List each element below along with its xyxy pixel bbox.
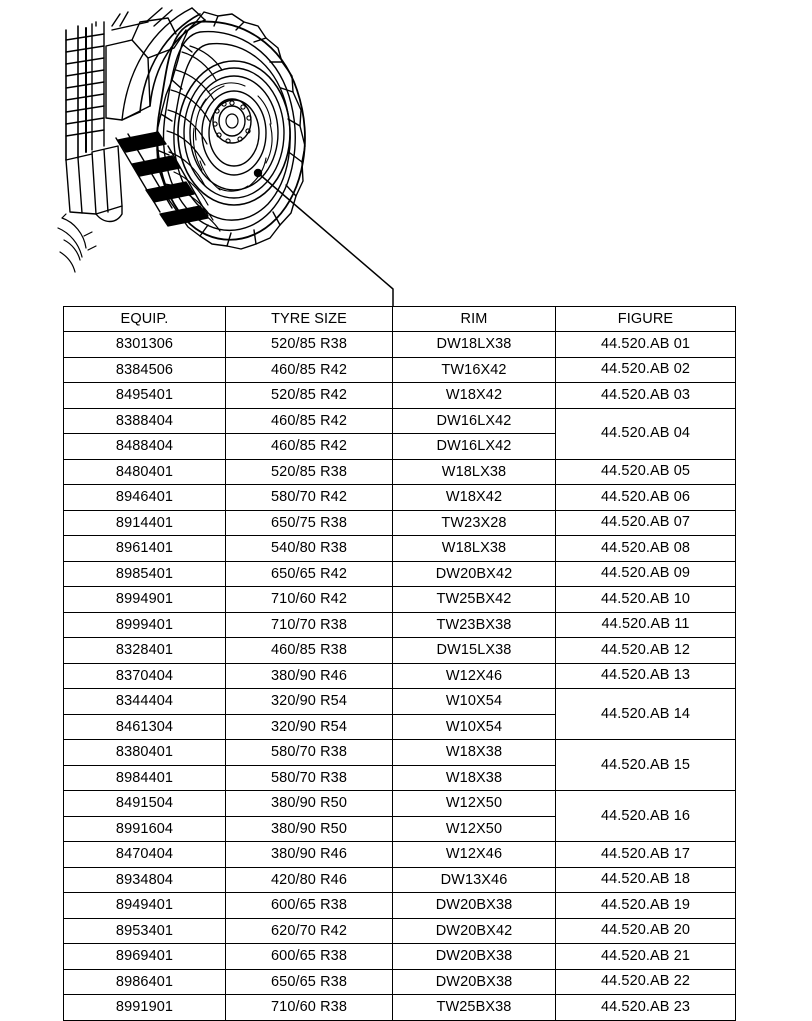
cell-figure: 44.520.AB 18 [556, 867, 736, 893]
cell-rim: DW20BX42 [393, 561, 556, 587]
cell-tyre-size: 620/70 R42 [226, 918, 393, 944]
cell-tyre-size: 460/85 R38 [226, 638, 393, 664]
cell-equip: 8491504 [64, 791, 226, 817]
cell-rim: DW20BX38 [393, 944, 556, 970]
table-row [64, 867, 736, 893]
cell-tyre-size: 520/85 R38 [226, 332, 393, 358]
table-row [64, 842, 736, 868]
cell-figure: 44.520.AB 03 [556, 383, 736, 409]
cell-equip: 8344404 [64, 689, 226, 715]
cell-figure: 44.520.AB 20 [556, 918, 736, 944]
cell-figure: 44.520.AB 21 [556, 944, 736, 970]
table-row [64, 663, 736, 689]
cell-rim: DW16LX42 [393, 434, 556, 460]
table-row [64, 791, 736, 817]
cell-equip: 8999401 [64, 612, 226, 638]
cell-tyre-size: 710/70 R38 [226, 612, 393, 638]
cell-tyre-size: 520/85 R38 [226, 459, 393, 485]
cell-rim: W10X54 [393, 714, 556, 740]
cell-equip: 8986401 [64, 969, 226, 995]
cell-equip: 8991604 [64, 816, 226, 842]
table-row [64, 536, 736, 562]
table-row [64, 944, 736, 970]
table-row [64, 459, 736, 485]
column-header-rim: RIM [393, 307, 556, 332]
table-row [64, 893, 736, 919]
cell-rim: DW20BX42 [393, 918, 556, 944]
table-row [64, 689, 736, 715]
cell-rim: W12X46 [393, 842, 556, 868]
cell-equip: 8984401 [64, 765, 226, 791]
cell-tyre-size: 460/85 R42 [226, 357, 393, 383]
table-row [64, 969, 736, 995]
front-wheel-hint [58, 214, 96, 272]
cell-tyre-size: 600/65 R38 [226, 893, 393, 919]
column-header-figure: FIGURE [556, 307, 736, 332]
cell-tyre-size: 710/60 R38 [226, 995, 393, 1021]
cell-equip: 8994901 [64, 587, 226, 613]
cell-figure: 44.520.AB 07 [556, 510, 736, 536]
cell-figure: 44.520.AB 15 [556, 740, 736, 791]
cell-equip: 8985401 [64, 561, 226, 587]
cell-tyre-size: 380/90 R46 [226, 842, 393, 868]
cell-equip: 8388404 [64, 408, 226, 434]
cell-figure: 44.520.AB 16 [556, 791, 736, 842]
table-row [64, 995, 736, 1021]
cell-figure: 44.520.AB 22 [556, 969, 736, 995]
cell-equip: 8384506 [64, 357, 226, 383]
table-row [64, 332, 736, 358]
cell-equip: 8961401 [64, 536, 226, 562]
cell-rim: DW20BX38 [393, 893, 556, 919]
cell-figure: 44.520.AB 01 [556, 332, 736, 358]
cell-equip: 8380401 [64, 740, 226, 766]
cell-equip: 8991901 [64, 995, 226, 1021]
cell-tyre-size: 580/70 R38 [226, 765, 393, 791]
cell-figure: 44.520.AB 04 [556, 408, 736, 459]
cell-rim: W12X50 [393, 816, 556, 842]
cell-rim: DW16LX42 [393, 408, 556, 434]
table-row [64, 587, 736, 613]
cell-figure: 44.520.AB 09 [556, 561, 736, 587]
cell-tyre-size: 460/85 R42 [226, 408, 393, 434]
cell-tyre-size: 710/60 R42 [226, 587, 393, 613]
cell-rim: W18X38 [393, 740, 556, 766]
cell-equip: 8328401 [64, 638, 226, 664]
cell-rim: TW16X42 [393, 357, 556, 383]
cell-equip: 8301306 [64, 332, 226, 358]
cell-figure: 44.520.AB 13 [556, 663, 736, 689]
cell-equip: 8495401 [64, 383, 226, 409]
table-body [64, 332, 736, 1021]
cell-rim: TW25BX42 [393, 587, 556, 613]
table-row [64, 357, 736, 383]
cell-figure: 44.520.AB 08 [556, 536, 736, 562]
lower-tank [66, 146, 122, 222]
cell-tyre-size: 580/70 R38 [226, 740, 393, 766]
cell-tyre-size: 420/80 R46 [226, 867, 393, 893]
cell-figure: 44.520.AB 11 [556, 612, 736, 638]
parts-table-container [63, 306, 735, 1021]
access-ladder [66, 22, 104, 160]
table-row [64, 612, 736, 638]
cell-tyre-size: 460/85 R42 [226, 434, 393, 460]
cell-rim: TW23X28 [393, 510, 556, 536]
cell-rim: TW25BX38 [393, 995, 556, 1021]
cell-equip: 8470404 [64, 842, 226, 868]
cell-rim: W12X50 [393, 791, 556, 817]
cell-equip: 8953401 [64, 918, 226, 944]
cell-rim: W18X42 [393, 383, 556, 409]
cell-tyre-size: 580/70 R42 [226, 485, 393, 511]
cell-figure: 44.520.AB 02 [556, 357, 736, 383]
cell-tyre-size: 380/90 R50 [226, 816, 393, 842]
cell-tyre-size: 520/85 R42 [226, 383, 393, 409]
cell-rim: W10X54 [393, 689, 556, 715]
cell-equip: 8969401 [64, 944, 226, 970]
cell-tyre-size: 380/90 R50 [226, 791, 393, 817]
cell-equip: 8488404 [64, 434, 226, 460]
table-row [64, 638, 736, 664]
cell-equip: 8914401 [64, 510, 226, 536]
cell-rim: W18X38 [393, 765, 556, 791]
cell-tyre-size: 320/90 R54 [226, 714, 393, 740]
column-header-equip: EQUIP. [64, 307, 226, 332]
cell-equip: 8946401 [64, 485, 226, 511]
cell-figure: 44.520.AB 17 [556, 842, 736, 868]
cell-equip: 8949401 [64, 893, 226, 919]
cell-rim: DW20BX38 [393, 969, 556, 995]
cell-tyre-size: 320/90 R54 [226, 689, 393, 715]
cell-tyre-size: 380/90 R46 [226, 663, 393, 689]
cell-figure: 44.520.AB 06 [556, 485, 736, 511]
table-header-row [64, 307, 736, 332]
table-row [64, 383, 736, 409]
table-row [64, 918, 736, 944]
cell-rim: DW13X46 [393, 867, 556, 893]
cell-figure: 44.520.AB 05 [556, 459, 736, 485]
table-row [64, 408, 736, 434]
tyre-rim-figure-table [63, 306, 736, 1021]
table-row [64, 485, 736, 511]
table-row [64, 510, 736, 536]
cell-equip: 8934804 [64, 867, 226, 893]
callout-leader-line [254, 169, 393, 306]
cell-equip: 8461304 [64, 714, 226, 740]
cell-tyre-size: 540/80 R38 [226, 536, 393, 562]
cell-rim: DW15LX38 [393, 638, 556, 664]
cell-tyre-size: 650/65 R38 [226, 969, 393, 995]
cell-figure: 44.520.AB 14 [556, 689, 736, 740]
cell-equip: 8480401 [64, 459, 226, 485]
cell-rim: TW23BX38 [393, 612, 556, 638]
tractor-wheel-line-art [0, 0, 460, 310]
cell-figure: 44.520.AB 10 [556, 587, 736, 613]
table-row [64, 740, 736, 766]
technical-illustration [0, 0, 460, 310]
column-header-tyre-size: TYRE SIZE [226, 307, 393, 332]
cell-rim: DW18LX38 [393, 332, 556, 358]
wheel-hub [213, 99, 251, 143]
cell-equip: 8370404 [64, 663, 226, 689]
cell-rim: W18X42 [393, 485, 556, 511]
table-row [64, 561, 736, 587]
cell-figure: 44.520.AB 23 [556, 995, 736, 1021]
cell-rim: W18LX38 [393, 459, 556, 485]
cell-rim: W18LX38 [393, 536, 556, 562]
cell-tyre-size: 650/75 R38 [226, 510, 393, 536]
cell-figure: 44.520.AB 19 [556, 893, 736, 919]
cell-tyre-size: 600/65 R38 [226, 944, 393, 970]
cell-rim: W12X46 [393, 663, 556, 689]
cell-figure: 44.520.AB 12 [556, 638, 736, 664]
cell-tyre-size: 650/65 R42 [226, 561, 393, 587]
